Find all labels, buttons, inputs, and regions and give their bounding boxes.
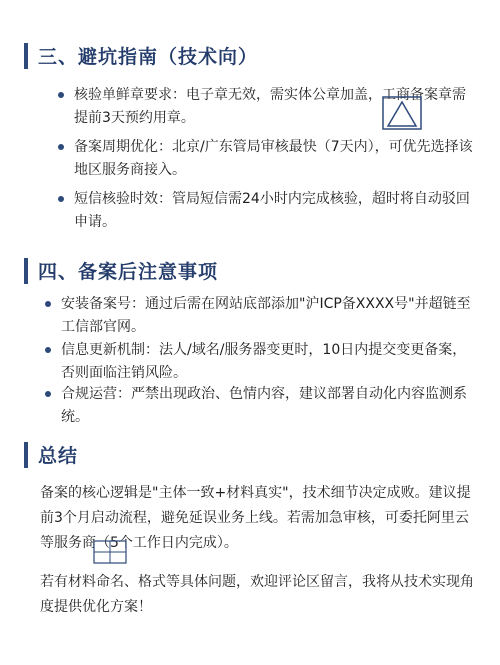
list-item-text: 合规运营：严禁出现政治、色情内容，建议部署自动化内容监测系统。 <box>61 386 467 425</box>
list-item <box>58 136 478 182</box>
summary-paragraph-1: 备案的核心逻辑是"主体一致+材料真实"，技术细节决定成败。建议提前3个月启动流程，避免延误业务上线。若需加急审核，可委托阿里云等服务商（5个工作日内完成）。 <box>40 485 471 551</box>
section-4-title: 四、备案后注意事项 <box>38 261 219 283</box>
box-icon <box>93 540 127 564</box>
list-item-text: 信息更新机制：法人/域名/服务器变更时，10日内提交变更备案，否则面临注销风险。 <box>61 342 467 381</box>
heading-accent-bar <box>24 442 28 468</box>
list-item <box>45 293 480 339</box>
list-item-text: 短信核验时效：管局短信需24小时内完成核验，超时将自动驳回申请。 <box>74 191 470 230</box>
bullet-icon <box>58 92 64 98</box>
list-item <box>45 339 480 385</box>
summary-title: 总结 <box>38 445 79 467</box>
section-4-heading <box>24 257 218 284</box>
heading-accent-bar <box>24 43 28 69</box>
list-item <box>58 188 478 234</box>
bullet-icon <box>45 301 51 307</box>
list-item-text: 核验单鲜章要求：电子章无效，需实体公章加盖，工商备案章需提前3天预约用章。 <box>74 87 466 126</box>
list-item-text: 安装备案号：通过后需在网站底部添加"沪ICP备XXXX号"并超链至工信部官网。 <box>61 296 471 335</box>
list-item <box>45 383 480 429</box>
triangle-icon <box>382 96 422 130</box>
heading-accent-bar <box>24 258 28 284</box>
bullet-icon <box>45 347 51 353</box>
section-3-title: 三、避坑指南（技术向） <box>38 46 259 68</box>
bullet-icon <box>58 196 64 202</box>
section-3-heading <box>24 42 258 69</box>
summary-heading <box>24 441 78 468</box>
summary-paragraph-2: 若有材料命名、格式等具体问题，欢迎评论区留言，我将从技术实现角度提供优化方案！ <box>40 574 474 615</box>
list-item-text: 备案周期优化：北京/广东管局审核最快（7天内），可优先选择该地区服务商接入。 <box>74 139 473 178</box>
bullet-icon <box>45 391 51 397</box>
bullet-icon <box>58 144 64 150</box>
